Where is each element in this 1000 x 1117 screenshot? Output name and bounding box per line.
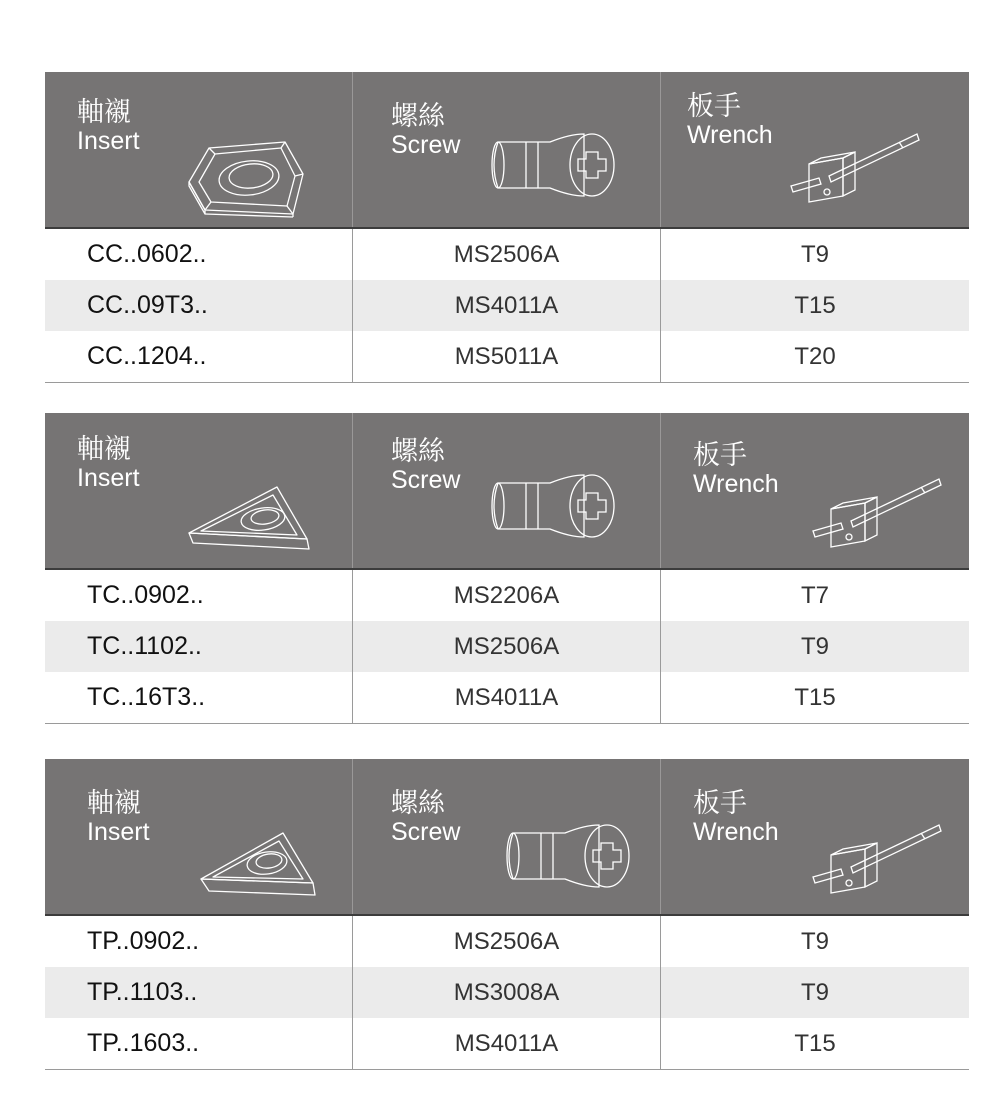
screw-code: MS4011A — [352, 280, 660, 331]
header-wrench-en: Wrench — [693, 818, 779, 846]
header-wrench-cn: 板手 — [693, 788, 747, 819]
table-row — [45, 570, 969, 621]
torx-screw-icon — [488, 471, 618, 541]
torx-screw-icon — [503, 821, 633, 891]
header-screw-cn: 螺絲 — [391, 788, 445, 819]
header-wrench-cn: 板手 — [693, 440, 747, 471]
insert-code: CC..09T3.. — [87, 291, 208, 319]
screw-code: MS3008A — [352, 967, 660, 1018]
wrench-code: T15 — [660, 672, 969, 723]
table-header — [45, 759, 969, 916]
header-wrench — [660, 72, 969, 227]
triangle-insert-icon — [185, 463, 315, 559]
header-screw-en: Screw — [391, 818, 461, 846]
wrench-code: T9 — [660, 229, 969, 280]
wrench-code: T9 — [660, 916, 969, 967]
insert-code: CC..1204.. — [87, 342, 207, 370]
wrench-code: T15 — [660, 280, 969, 331]
header-screw-cn: 螺絲 — [391, 436, 445, 467]
wrench-code: T7 — [660, 570, 969, 621]
header-screw — [352, 759, 660, 914]
screw-code: MS2506A — [352, 916, 660, 967]
table-row — [45, 967, 969, 1018]
square-insert-icon — [185, 122, 315, 218]
header-insert — [45, 72, 352, 227]
header-screw-en: Screw — [391, 131, 461, 159]
torx-wrench-icon — [801, 463, 943, 559]
wrench-code: T9 — [660, 621, 969, 672]
spec-table-tc — [45, 413, 969, 724]
table-row — [45, 229, 969, 280]
screw-code: MS2506A — [352, 229, 660, 280]
header-insert — [45, 759, 352, 914]
spec-table-cc — [45, 72, 969, 383]
torx-wrench-icon — [801, 809, 943, 905]
insert-code: CC..0602.. — [87, 240, 207, 268]
header-screw-cn: 螺絲 — [391, 101, 445, 132]
header-wrench-cn: 板手 — [687, 91, 741, 122]
header-insert-en: Insert — [77, 127, 140, 155]
wrench-code: T20 — [660, 331, 969, 382]
header-insert-cn: 軸襯 — [77, 97, 131, 128]
header-wrench — [660, 413, 969, 568]
table-header — [45, 413, 969, 570]
header-screw-en: Screw — [391, 466, 461, 494]
insert-code: TP..1603.. — [87, 1029, 200, 1057]
header-screw — [352, 72, 660, 227]
header-insert — [45, 413, 352, 568]
table-row — [45, 621, 969, 672]
header-wrench-en: Wrench — [693, 470, 779, 498]
wrench-code: T15 — [660, 1018, 969, 1069]
insert-code: TP..1103.. — [87, 978, 198, 1006]
torx-screw-icon — [488, 130, 618, 200]
screw-code: MS4011A — [352, 1018, 660, 1069]
header-wrench-en: Wrench — [687, 121, 773, 149]
screw-code: MS5011A — [352, 331, 660, 382]
table-row — [45, 1018, 969, 1070]
insert-code: TC..16T3.. — [87, 683, 206, 711]
insert-code: TP..0902.. — [87, 927, 200, 955]
insert-code: TC..0902.. — [87, 581, 204, 609]
header-screw — [352, 413, 660, 568]
header-insert-en: Insert — [87, 818, 150, 846]
table-row — [45, 331, 969, 383]
screw-code: MS2506A — [352, 621, 660, 672]
torx-wrench-icon — [779, 118, 921, 214]
header-insert-en: Insert — [77, 464, 140, 492]
screw-code: MS2206A — [352, 570, 660, 621]
triangle-insert-icon — [195, 819, 325, 915]
wrench-code: T9 — [660, 967, 969, 1018]
header-wrench — [660, 759, 969, 914]
table-row — [45, 280, 969, 331]
header-insert-cn: 軸襯 — [77, 434, 131, 465]
table-row — [45, 916, 969, 967]
table-header — [45, 72, 969, 229]
insert-code: TC..1102.. — [87, 632, 202, 660]
screw-code: MS4011A — [352, 672, 660, 723]
header-insert-cn: 軸襯 — [87, 788, 141, 819]
spec-table-tp — [45, 759, 969, 1070]
table-row — [45, 672, 969, 724]
